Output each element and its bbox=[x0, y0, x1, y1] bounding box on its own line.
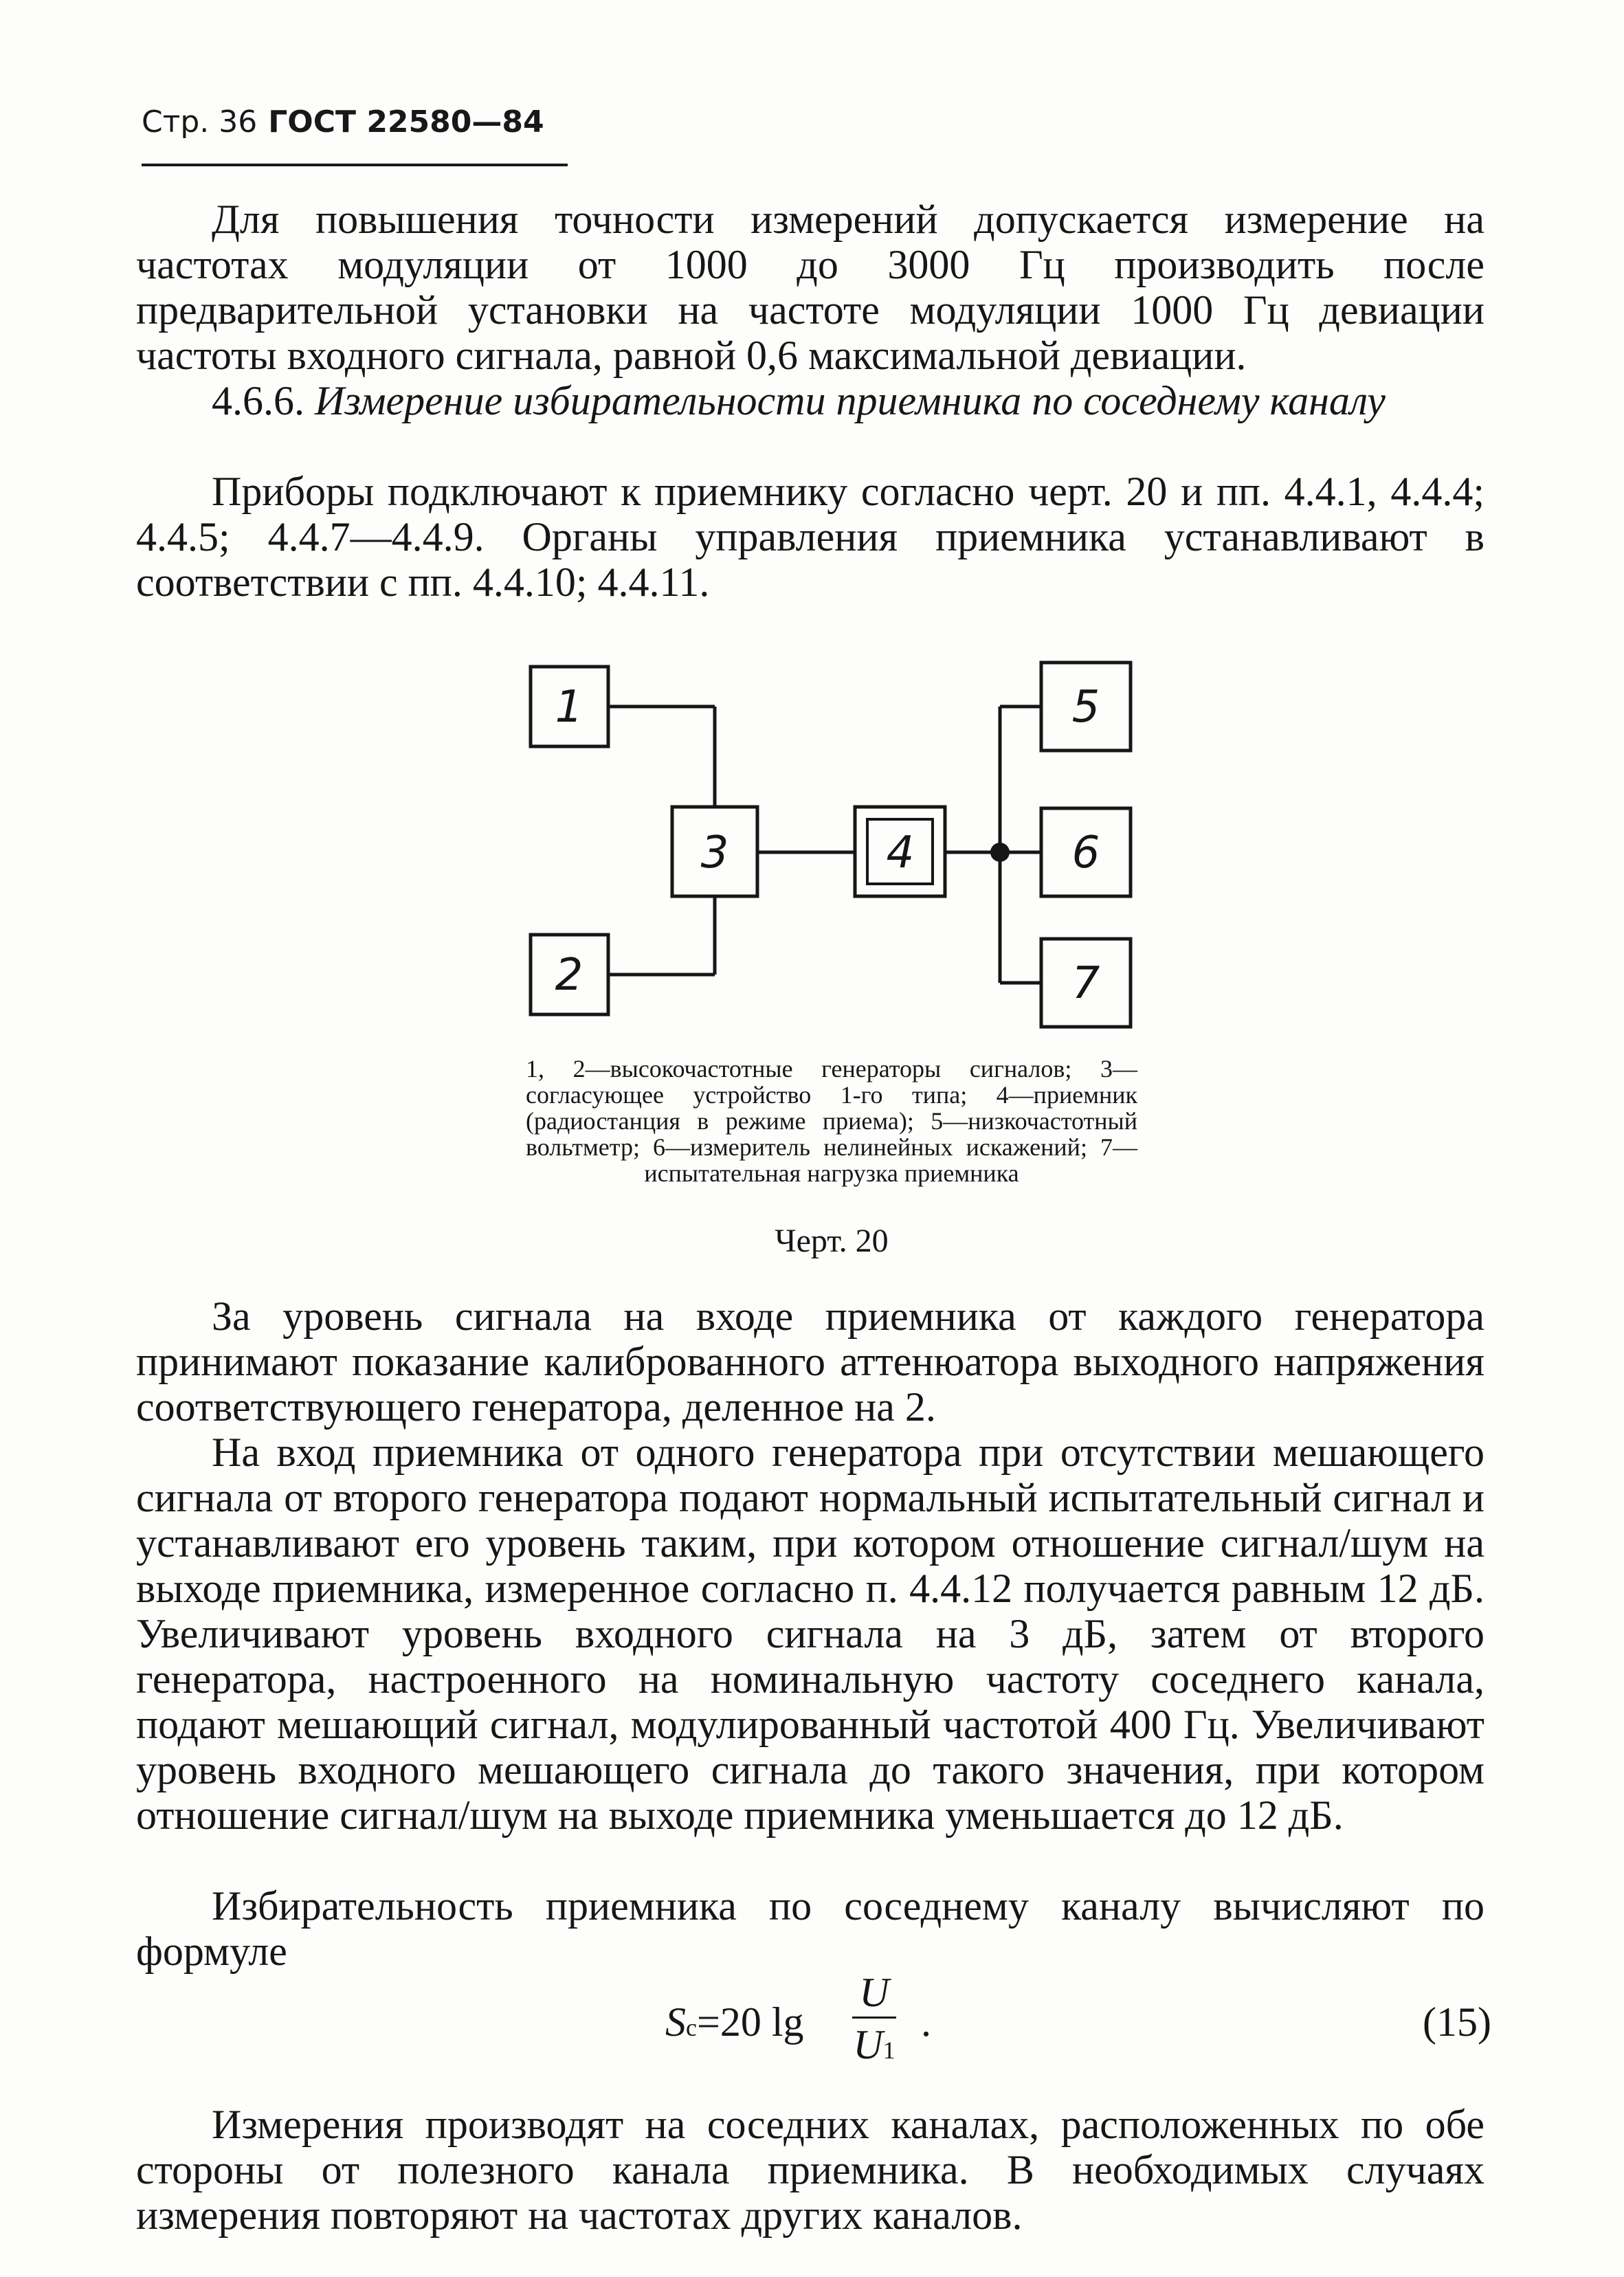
formula-15 bbox=[0, 1970, 1624, 2082]
paragraph-conclusion: Измерения производят на соседних каналах, расположенных по обе стороны от полезного канала приемника. В необходимых случаях измерения повторяют на частотах других каналов. bbox=[136, 2102, 1484, 2238]
page-header bbox=[142, 104, 544, 140]
paragraph-connection: Приборы подключают к приемнику согласно черт. 20 и пп. 4.4.1, 4.4.4; 4.4.5; 4.4.7—4.4.9. Органы управления приемника устанавливают в соответствии с пп. 4.4.10; 4.4.11. bbox=[136, 469, 1484, 605]
section-number: 4.6.6. bbox=[212, 378, 304, 423]
formula-numerator: U bbox=[859, 1970, 889, 2015]
formula-fraction bbox=[849, 1968, 899, 2076]
block-5-label: 5 bbox=[1071, 682, 1100, 733]
block-4-label: 4 bbox=[886, 828, 915, 878]
section-heading bbox=[136, 378, 1484, 423]
figure-title: Черт. 20 bbox=[775, 1223, 889, 1259]
block-7-label: 7 bbox=[1071, 958, 1100, 1009]
equation-number: (15) bbox=[1423, 1999, 1491, 2045]
page-number: Стр. 36 bbox=[142, 104, 258, 140]
standard-code: ГОСТ 22580—84 bbox=[268, 104, 544, 140]
formula-end: . bbox=[921, 1999, 931, 2045]
figure-caption: 1, 2—высокочастотные генераторы сигналов; 3—согласующее устройство 1-го типа; 4—приемник (радиостанция в режиме приема); 5—низкочастотный вольтметр; 6—измеритель нелинейных искажений; 7—испытательная нагрузка приемника bbox=[526, 1055, 1137, 1187]
paragraph-formula-intro: Избирательность приемника по соседнему каналу вычисляют по формуле bbox=[136, 1883, 1484, 1974]
block-diagram bbox=[515, 639, 1148, 1052]
block-6-label: 6 bbox=[1071, 828, 1100, 878]
formula-denominator: U1 bbox=[853, 2022, 896, 2067]
formula-lhs: Sc=20 lg bbox=[665, 1999, 804, 2045]
block-3-label: 3 bbox=[700, 828, 729, 878]
junction-node bbox=[990, 843, 1010, 862]
block-1-label: 1 bbox=[555, 682, 583, 733]
paragraph-procedure: На вход приемника от одного генератора при отсутствии мешающего сигнала от второго генератора подают нормальный испытательный сигнал и устанавливают его уровень таким, при котором отношение сигнал/шум на выходе приемника, измеренное согласно п. 4.4.12 получается равным 12 дБ. Увеличивают уровень входного сигнала на 3 дБ, затем от второго генератора, настроенного на номинальную частоту соседнего канала, подают мешающий сигнал, модулированный частотой 400 Гц. Увеличивают уровень входного мешающего сигнала до такого значения, при котором отношение сигнал/шум на выходе приемника уменьшается до 12 дБ. bbox=[136, 1430, 1484, 1838]
paragraph-accuracy: Для повышения точности измерений допускается измерение на частотах модуляции от 1000 до 3000 Гц производить после предварительной установки на частоте модуляции 1000 Гц девиации частоты входного сигнала, равной 0,6 максимальной девиации. bbox=[136, 197, 1484, 378]
paragraph-signal-level: За уровень сигнала на входе приемника от каждого генератора принимают показание калиброванного аттенюатора выходного напряжения соответствующего генератора, деленное на 2. bbox=[136, 1293, 1484, 1430]
section-title: Измерение избирательности приемника по соседнему каналу bbox=[315, 378, 1386, 423]
header-rule bbox=[142, 164, 568, 166]
block-2-label: 2 bbox=[555, 950, 583, 1001]
